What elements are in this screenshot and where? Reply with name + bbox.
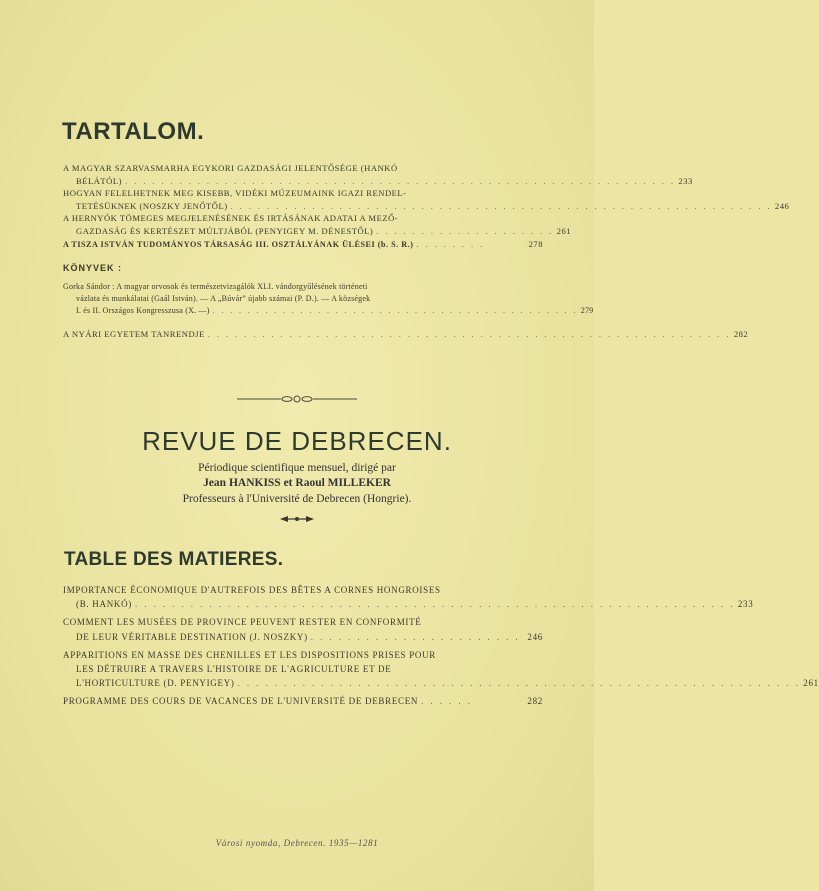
toc-entry-line: A MAGYAR SZARVASMARHA EGYKORI GAZDASÁGI JELENTŐSÉGE (HANKÓ <box>63 163 398 173</box>
toc-entry-line: GAZDASÁG ÉS KERTÉSZET MÚLTJÁBÓL (PENYIGEY M. DÉNESTŐL) <box>76 225 374 236</box>
books-heading: KÖNYVEK : <box>63 263 123 274</box>
tartalom-title: TARTALOM. <box>62 118 205 145</box>
dot-leader: . . . . . . <box>421 696 473 707</box>
table-entry-line: IMPORTANCE ÉCONOMIQUE D'AUTREFOIS DES BÊTES A CORNES HONGROISES <box>63 585 441 595</box>
table-entry-line: APPARITIONS EN MASSE DES CHENILLES ET LES DISPOSITIONS PRISES POUR <box>63 649 436 660</box>
ornament-divider <box>0 393 594 405</box>
revue-editors: Jean HANKISS et Raoul MILLEKER <box>203 477 391 489</box>
table-entry-line: DE LEUR VÉRITABLE DESTINATION (J. NOSZKY) <box>76 631 308 642</box>
toc-entry-line: A HERNYÓK TÖMEGES MEGJELENÉSÉNEK ÉS IRTÁSÁNAK ADATAI A MEZŐ- <box>63 213 399 224</box>
toc-page-number: 282 <box>733 328 749 339</box>
toc-entry <box>63 238 543 252</box>
revue-title: REVUE DE DEBRECEN. <box>142 426 452 456</box>
table-page-number: 282 <box>527 696 543 707</box>
flourish-icon <box>237 393 357 405</box>
dot-leader: . . . . . . . . . . . . . . . . . . . . . . . . . . . . . . . . . . . . . . . . . . . . . . . . . . . . . . . . . . . . . <box>237 678 801 689</box>
toc-page-number: 278 <box>528 238 543 249</box>
table-entry <box>63 694 543 708</box>
table-entry-line: LES DÉTRUIRE A TRAVERS L'HISTOIRE DE L'AGRICULTURE ET DE <box>76 664 392 675</box>
books-line: Gorka Sándor : A magyar orvosok és természetvizsgálók XLI. vándorgyűlésének történeti <box>63 281 368 291</box>
toc-page-number: 261 <box>556 225 572 236</box>
toc-entry-line: TETÉSÜKNEK (NOSZKY JENŐTŐL) <box>76 200 228 211</box>
tartalom-section <box>62 118 552 146</box>
table-entry <box>63 583 754 611</box>
dot-leader: . . . . . . . . . . . . . . . . . . . . . . . . . . . . . . . . . . . . . . . . . . <box>212 305 578 315</box>
table-page-number: 261 <box>803 678 819 689</box>
revue-affiliation: Professeurs à l'Université de Debrecen (Hongrie). <box>182 493 412 505</box>
dot-leader: . . . . . . . . . . . . . . . . . . . . . . . <box>310 631 521 642</box>
toc-page-number: 233 <box>678 175 693 186</box>
dot-leader: . . . . . . . . . . . . . . . . . . . . . . . . . . . . . . . . . . . . . . . . . . . . . . . . . . . . . . . . . . . . . <box>125 175 676 186</box>
table-entry-line: PROGRAMME DES COURS DE VACANCES DE L'UNIVERSITÉ DE DEBRECEN <box>63 696 419 707</box>
table-page-number: 233 <box>737 599 754 610</box>
toc-entry <box>63 187 790 212</box>
dot-leader: . . . . . . . . . . . . . . . . . . . . <box>376 225 554 236</box>
table-entry-line: COMMENT LES MUSÉES DE PROVINCE PEUVENT RESTER EN CONFORMITÉ <box>63 617 422 628</box>
arrow-ornament-icon <box>280 514 314 524</box>
toc-entry <box>63 212 572 237</box>
printer-imprint: Városi nyomda, Debrecen. 1935—1281 <box>215 838 379 848</box>
tartalom-list <box>63 162 790 340</box>
table-title: TABLE DES MATIERES. <box>64 549 284 570</box>
books-entry <box>63 281 594 317</box>
books-line: vázlata és munkálatai (Gaál István). — A „Búvár” újabb számai (P. D.). — A községek <box>76 293 371 303</box>
toc-entry <box>63 162 693 187</box>
toc-entry <box>63 328 749 341</box>
dot-leader: . . . . . . . . . . . . . . . . . . . . . . . . . . . . . . . . . . . . . . . . . . . . . . . . . . . . . . . . . . . . . . . . . <box>135 599 735 610</box>
toc-page-number: 279 <box>580 305 594 315</box>
toc-entry-line: A NYÁRI EGYETEM TANRENDJE <box>63 328 205 339</box>
toc-entry-line: A TISZA ISTVÁN TUDOMÁNYOS TÁRSASÁG III. OSZTÁLYÁNAK ÜLÉSEI (b. S. R.) <box>63 239 414 249</box>
table-page-number: 246 <box>527 631 543 642</box>
dot-leader: . . . . . . . . . . . . . . . . . . . . . . . . . . . . . . . . . . . . . . . . . . . . . . . . . . . . . . . . . . . . <box>230 200 772 211</box>
toc-page-number: 246 <box>774 200 790 211</box>
books-line: I. és II. Országos Kongresszusa (X. —) <box>76 305 210 315</box>
revue-subtitle: Périodique scientifique mensuel, dirigé par <box>198 462 396 474</box>
toc-entry-line: HOGYAN FELELHETNEK MEG KISEBB, VIDÉKI MÚZEUMAINK IGAZI RENDEL- <box>63 188 407 199</box>
dot-leader: . . . . . . . . <box>416 238 485 249</box>
table-entry <box>63 648 819 691</box>
small-ornament <box>0 514 594 524</box>
dot-leader: . . . . . . . . . . . . . . . . . . . . . . . . . . . . . . . . . . . . . . . . . . . . . . . . . . . . . . . . . . <box>207 328 731 339</box>
table-entry-line: L'HORTICULTURE (D. PENYIGEY) <box>76 678 235 689</box>
toc-entry-line: BÉLÁTÓL) <box>76 175 123 186</box>
table-entry <box>63 615 543 643</box>
table-entry-line: (B. HANKÓ) <box>76 599 132 610</box>
table-list <box>63 583 819 709</box>
table-section <box>64 549 554 571</box>
